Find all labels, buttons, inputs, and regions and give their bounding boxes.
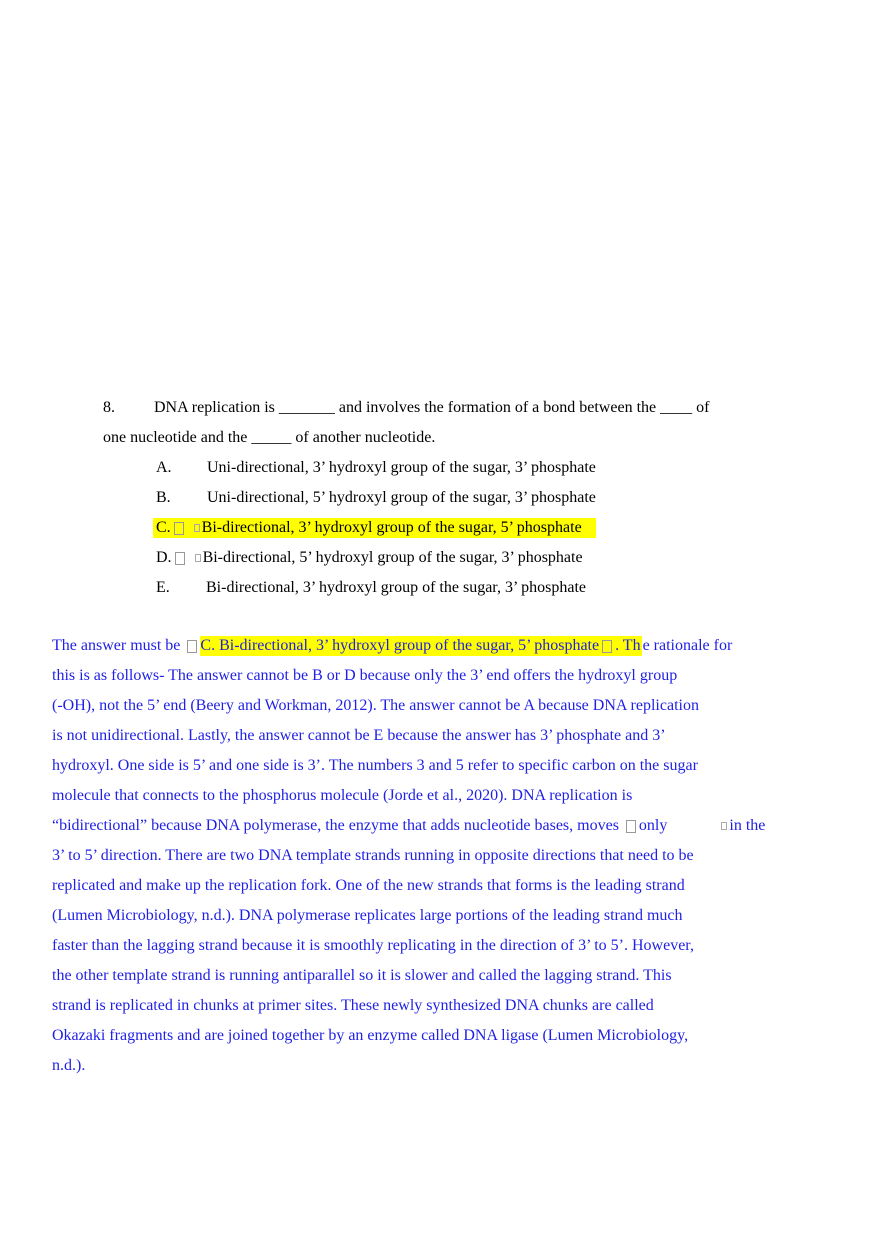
answer-line: this is as follows- The answer cannot be B or D because only the 3’ end offers the hydroxyl group (52, 667, 678, 685)
answer-line-row (52, 661, 880, 691)
answer-prefix: The answer must be (52, 637, 185, 655)
answer-line-row (52, 841, 880, 871)
answer-highlighted-tail: . Th (615, 637, 641, 655)
option-c-highlighted (0, 513, 880, 543)
option-a (0, 453, 880, 483)
answer-line-7 (52, 811, 880, 841)
missing-glyph-icon (626, 820, 636, 833)
missing-glyph-icon (602, 640, 612, 653)
missing-glyph-icon (721, 822, 727, 830)
answer-line-row (52, 1021, 880, 1051)
missing-glyph-icon (195, 554, 201, 562)
answer-line-row (52, 961, 880, 991)
question-8 (0, 393, 880, 603)
option-b (0, 483, 880, 513)
answer-text: “bidirectional” because DNA polymerase, the enzyme that adds nucleotide bases, moves (52, 817, 623, 834)
missing-glyph-icon (194, 524, 200, 532)
option-letter: E. (156, 579, 170, 597)
answer-line: hydroxyl. One side is 5’ and one side is 3’. The numbers 3 and 5 refer to specific carbon on the sugar (52, 757, 698, 775)
answer-line: is not unidirectional. Lastly, the answer cannot be E because the answer has 3’ phosphate and 3’ (52, 727, 666, 745)
question-line-2: one nucleotide and the _____ of another nucleotide. (103, 429, 436, 447)
answer-line: replicated and make up the replication fork. One of the new strands that forms is the leading strand (52, 877, 685, 895)
option-text: Uni-directional, 5’ hydroxyl group of the sugar, 3’ phosphate (207, 489, 596, 507)
answer-line-row (52, 931, 880, 961)
option-text: Bi-directional, 3’ hydroxyl group of the sugar, 3’ phosphate (206, 579, 587, 597)
answer-line-row (52, 691, 880, 721)
answer-line: (Lumen Microbiology, n.d.). DNA polymerase replicates large portions of the leading strand much (52, 907, 683, 925)
answer-line: molecule that connects to the phosphorus molecule (Jorde et al., 2020). DNA replication is (52, 787, 633, 805)
answer-line-row (52, 991, 880, 1021)
answer-text: in the (729, 817, 766, 834)
question-line-1-row (0, 393, 880, 423)
question-number: 8. (103, 399, 115, 417)
answer-line-row (52, 901, 880, 931)
option-letter: B. (156, 489, 171, 507)
option-e (0, 573, 880, 603)
answer-line: Okazaki fragments and are joined together by an enzyme called DNA ligase (Lumen Microbiology, (52, 1027, 689, 1045)
option-d (0, 543, 880, 573)
missing-glyph-icon (175, 552, 185, 565)
answer-line: n.d.). (52, 1057, 86, 1075)
answer-line-1 (52, 631, 880, 661)
answer-text: only (638, 817, 668, 834)
answer-line-row (52, 871, 880, 901)
answer-highlighted: C. Bi-directional, 3’ hydroxyl group of the sugar, 5’ phosphate (200, 637, 600, 655)
question-line-2-row (0, 423, 880, 453)
option-text: Uni-directional, 3’ hydroxyl group of the sugar, 3’ phosphate (207, 459, 596, 477)
answer-line: (-OH), not the 5’ end (Beery and Workman, 2012). The answer cannot be A because DNA replication (52, 697, 699, 715)
missing-glyph-icon (174, 522, 184, 535)
question-line-1: DNA replication is _______ and involves the formation of a bond between the ____ of (154, 399, 710, 417)
answer-line: 3’ to 5’ direction. There are two DNA template strands running in opposite directions that need to be (52, 847, 694, 865)
option-text: Bi-directional, 5’ hydroxyl group of the sugar, 3’ phosphate (202, 549, 583, 567)
answer-line: faster than the lagging strand because it is smoothly replicating in the direction of 3’ to 5’. However, (52, 937, 694, 955)
missing-glyph-icon (187, 640, 197, 653)
answer-line: the other template strand is running antiparallel so it is slower and called the lagging strand. This (52, 967, 672, 985)
answer-line-row (52, 721, 880, 751)
answer-line-row (52, 751, 880, 781)
answer-line: strand is replicated in chunks at primer sites. These newly synthesized DNA chunks are called (52, 997, 654, 1015)
answer-suffix: e rationale for (642, 637, 733, 655)
option-letter: D. (156, 549, 172, 567)
answer-line-row (52, 781, 880, 811)
answer-line-row (52, 1051, 880, 1081)
option-text: Bi-directional, 3’ hydroxyl group of the sugar, 5’ phosphate (201, 519, 582, 537)
option-letter: A. (156, 459, 172, 477)
answer-explanation (0, 631, 880, 1081)
option-letter: C. (156, 519, 171, 537)
